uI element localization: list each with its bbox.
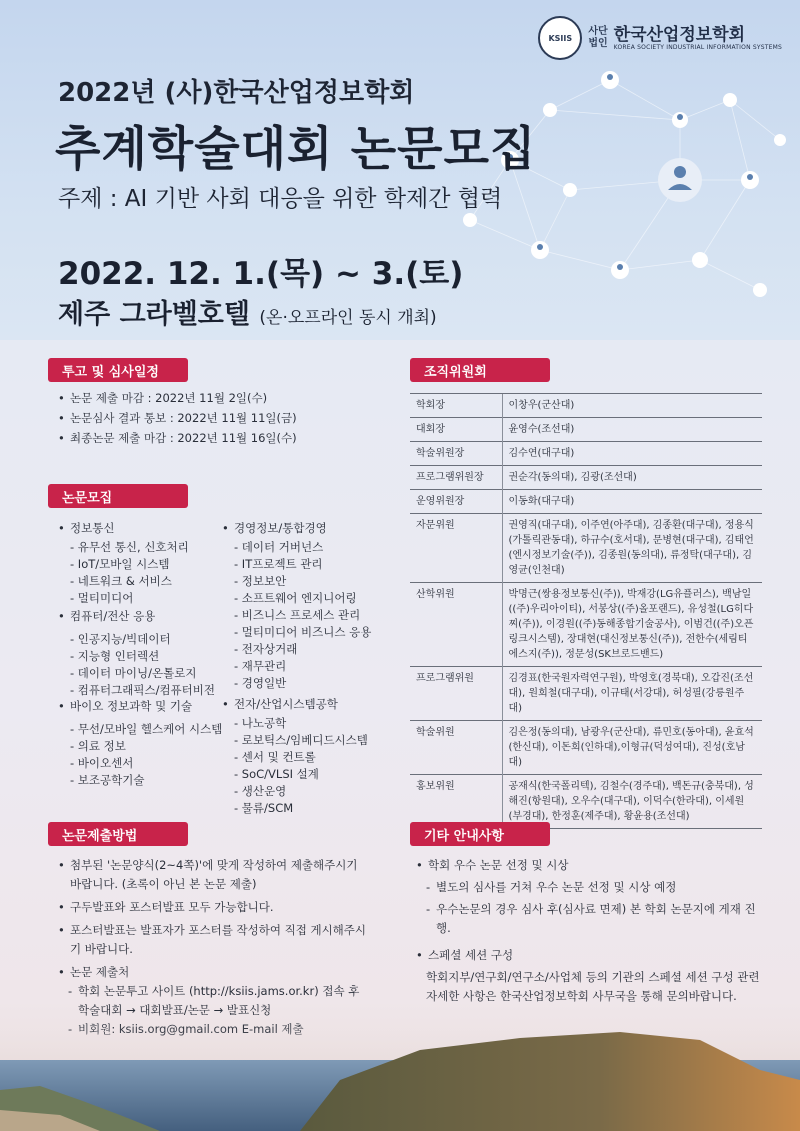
committee-names: 김경표(한국원자력연구원), 박영호(경북대), 오갑진(조선대), 원희철(대구대), 이규태(서강대), 허성필(강릉원주대)	[502, 667, 762, 721]
venue-name: 제주 그라벨호텔	[58, 299, 250, 330]
topic-item: - 생산운영	[234, 784, 287, 798]
submission-method-body	[58, 856, 368, 1039]
topic-item: - 무선/모바일 헬스케어 시스템	[70, 722, 223, 736]
topic-item: - 로보틱스/임베디드시스템	[234, 733, 368, 747]
committee-role: 홍보위원	[410, 775, 502, 829]
special-session-note: 학회지부/연구회/연구소/사업체 등의 기관의 스페셜 세션 구성 관련 자세한 사항은 한국산업정보학회 사무국을 통해 문의바랍니다.	[426, 970, 760, 1003]
committee-role: 학회장	[410, 394, 502, 418]
table-row	[410, 721, 762, 775]
committee-role: 학술위원장	[410, 442, 502, 466]
table-row	[410, 466, 762, 490]
hero-banner	[0, 0, 800, 340]
topic-item: - 경영일반	[234, 676, 287, 690]
topic-heading: • 컴퓨터/전산 응용	[58, 608, 228, 625]
logo-english-name: KOREA SOCIETY INDUSTRIAL INFORMATION SYSTEMS	[613, 43, 782, 51]
venue-note: (온·오프라인 동시 개최)	[259, 308, 437, 328]
list-item: • 스페셜 세션 구성	[416, 946, 766, 965]
committee-heading: 조직위원회	[410, 358, 550, 382]
topic-item: - 멀티미디어	[70, 591, 134, 605]
topic-item: - 데이터 마이닝/온톨로지	[70, 666, 197, 680]
committee-names: 이동화(대구대)	[502, 490, 762, 514]
submission-method-heading: 논문제출방법	[48, 822, 188, 846]
committee-role: 프로그램위원장	[410, 466, 502, 490]
topic-item: - 보조공학기술	[70, 773, 145, 787]
topic-heading: • 정보통신	[58, 520, 228, 537]
topic-item: - 센서 및 컨트롤	[234, 750, 316, 764]
jeju-coastline-image	[0, 1020, 800, 1131]
topic-item: - 멀티미디어 비즈니스 응용	[234, 625, 372, 639]
committee-names: 권순각(동의대), 김광(조선대)	[502, 466, 762, 490]
hero-date: 2022. 12. 1.(목) ~ 3.(토)	[58, 256, 464, 292]
topic-item: - 전자상거래	[234, 642, 298, 656]
table-row	[410, 514, 762, 583]
topic-item: - 정보보안	[234, 574, 287, 588]
table-row	[410, 490, 762, 514]
committee-role: 학술위원	[410, 721, 502, 775]
topic-heading: • 전자/산업시스템공학	[222, 696, 402, 713]
committee-names: 권영직(대구대), 이주연(아주대), 김종환(대구대), 정용식(가톨릭관동대), 하규수(호서대), 문병현(대구대), 김태언(엔시정보기술(주)), 김종원(동의대), 류정탁(대구대), 김영균(인천대)	[502, 514, 762, 583]
topic-item: - 유무선 통신, 신호처리	[70, 540, 189, 554]
list-item: • 첨부된 '논문양식(2~4쪽)'에 맞게 작성하여 제출해주시기 바랍니다. (초록이 아닌 본 논문 제출)	[58, 856, 368, 894]
list-item: • 포스터발표는 발표자가 포스터를 작성하여 직접 게시해주시기 바랍니다.	[58, 921, 368, 959]
committee-role: 산학위원	[410, 583, 502, 667]
table-row	[410, 418, 762, 442]
committee-table	[410, 393, 762, 829]
topic-item: - SoC/VLSI 설계	[234, 767, 319, 781]
call-for-papers-heading: 논문모집	[48, 484, 188, 508]
committee-names: 이창우(군산대)	[502, 394, 762, 418]
topic-item: - 인공지능/빅데이터	[70, 632, 171, 646]
list-subitem: - 별도의 심사를 거쳐 우수 논문 선정 및 시상 예정	[416, 878, 766, 897]
topic-item: - 바이오센서	[70, 756, 134, 770]
topic-item: - IT프로젝트 관리	[234, 557, 323, 571]
society-logo	[538, 16, 782, 60]
topic-item: - 소프트웨어 엔지니어링	[234, 591, 357, 605]
topic-item: - 의료 정보	[70, 739, 126, 753]
list-subitem: - 학회 논문투고 사이트 (http://ksiis.jams.or.kr) 접속 후 학술대회 → 대회발표/논문 → 발표신청	[58, 982, 368, 1020]
topic-group-left	[58, 608, 228, 699]
committee-role: 운영위원장	[410, 490, 502, 514]
topic-group-left	[58, 698, 228, 789]
list-item: • 논문 제출 마감 : 2022년 11월 2일(수)	[58, 388, 388, 408]
other-info-heading: 기타 안내사항	[410, 822, 550, 846]
topic-item: - 재무관리	[234, 659, 287, 673]
committee-names: 박명근(쌍용정보통신(주)), 박재강(LG유플러스), 백남일((주)우리아이티), 서봉상((주)올포랜드), 유성철(LG히다찌(주)), 이경원((주)동해종합기술공사), 이범건((주)오픈링크시스템), 장대현(대신정보통신(주)), 전한수(세림티에스지(주)), 정문성(SK브로드밴드)	[502, 583, 762, 667]
topic-item: - 비즈니스 프로세스 관리	[234, 608, 361, 622]
list-item: • 학회 우수 논문 선정 및 시상	[416, 856, 766, 875]
schedule-list	[58, 388, 388, 448]
committee-role: 자문위원	[410, 514, 502, 583]
logo-corporation-label: 사단 법인	[588, 26, 608, 49]
list-item: • 논문심사 결과 통보 : 2022년 11월 11일(금)	[58, 408, 388, 428]
topic-item: - 지능형 인터렉션	[70, 649, 160, 663]
committee-names: 김수연(대구대)	[502, 442, 762, 466]
topic-item: - 네트워크 & 서비스	[70, 574, 172, 588]
topic-heading: • 바이오 정보과학 및 기술	[58, 698, 228, 715]
topic-item: - 데이터 거버넌스	[234, 540, 324, 554]
hero-venue	[58, 292, 437, 331]
hero-theme: 주제 : AI 기반 사회 대응을 위한 학제간 협력	[58, 186, 503, 212]
committee-names: 공재식(한국폴리텍), 김철수(경주대), 백돈규(충북대), 성해진(항원대), 오우수(대구대), 이덕수(한라대), 이세원(부경대), 한정훈(제주대), 황윤용(조선대)	[502, 775, 762, 829]
table-row	[410, 775, 762, 829]
topic-item: - 나노공학	[234, 716, 287, 730]
hero-event-year-title: 2022년 (사)한국산업정보학회	[58, 78, 415, 108]
topic-item: - 물류/SCM	[234, 801, 294, 815]
topic-heading: • 경영정보/통합경영	[222, 520, 402, 537]
committee-names: 김은정(동의대), 남광우(군산대), 류민호(동아대), 윤효석(한신대), 이돈희(인하대),이형규(덕성여대), 진성(호남대)	[502, 721, 762, 775]
committee-role: 프로그램위원	[410, 667, 502, 721]
society-seal-icon: KSIIS	[538, 16, 582, 60]
hero-main-title: 추계학술대회 논문모집	[55, 122, 537, 177]
list-item: • 최종논문 제출 마감 : 2022년 11월 16일(수)	[58, 428, 388, 448]
committee-role: 대회장	[410, 418, 502, 442]
topic-group-left	[58, 520, 228, 607]
list-item: • 논문 제출처	[58, 963, 368, 982]
topic-group-right	[222, 696, 402, 817]
topic-item: - 컴퓨터그래픽스/컴퓨터비전	[70, 683, 215, 697]
table-row	[410, 394, 762, 418]
logo-society-name: 한국산업정보학회	[613, 24, 746, 45]
list-subitem: - 우수논문의 경우 심사 후(심사료 면제) 본 학회 논문지에 게재 진행.	[416, 900, 766, 938]
topic-item: - IoT/모바일 시스템	[70, 557, 170, 571]
topic-group-right	[222, 520, 402, 692]
committee-names: 윤영수(조선대)	[502, 418, 762, 442]
list-item: • 구두발표와 포스터발표 모두 가능합니다.	[58, 898, 368, 917]
table-row	[410, 442, 762, 466]
table-row	[410, 583, 762, 667]
table-row	[410, 667, 762, 721]
schedule-heading: 투고 및 심사일정	[48, 358, 188, 382]
other-info-body	[416, 856, 766, 1006]
